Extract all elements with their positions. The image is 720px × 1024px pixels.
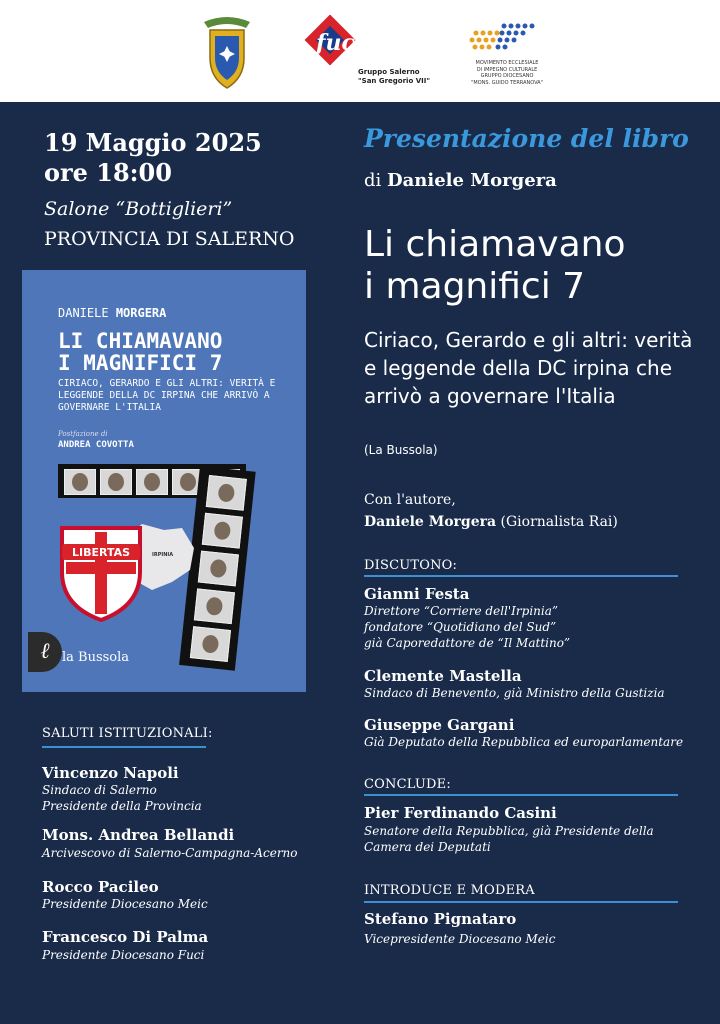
- role-line: Senatore della Repubblica, già Presidente della: [364, 824, 654, 838]
- portrait-photo: [198, 551, 239, 587]
- saluti-person-role: [42, 782, 202, 814]
- presentation-heading: Presentazione del libro: [364, 124, 689, 153]
- provincia-salerno-seal-icon: [196, 12, 258, 92]
- with-author: [364, 514, 618, 530]
- event-date: 19 Maggio 2025: [44, 128, 262, 157]
- dc-shield-icon: [58, 522, 144, 622]
- conclude-divider: [364, 794, 678, 796]
- with-author-label: Con l'autore,: [364, 492, 456, 508]
- logo-bar: [0, 0, 720, 102]
- discussant-role: Già Deputato della Repubblica ed europarlamentare: [364, 735, 684, 749]
- discussant-name: Clemente Mastella: [364, 667, 522, 685]
- fuci-caption-line1: Gruppo Salerno: [358, 68, 420, 76]
- cover-publisher: la Bussola: [62, 650, 130, 665]
- with-author-role: (Giornalista Rai): [500, 514, 618, 530]
- saluti-person-name: Rocco Pacileo: [42, 878, 159, 896]
- event-time: ore 18:00: [44, 158, 172, 187]
- by-prefix: di: [364, 170, 382, 191]
- portrait-photo: [136, 469, 168, 495]
- meic-caption-line3: GRUPPO DIOCESANO: [480, 73, 534, 79]
- cover-title-line2: I MAGNIFICI 7: [58, 351, 223, 375]
- book-subtitle: Ciriaco, Gerardo e gli altri: verità e leggende della DC irpina che arrivò a governare l'Italia: [364, 328, 693, 408]
- saluti-person-role: Arcivescovo di Salerno-Campagna-Acerno: [42, 846, 298, 860]
- event-venue: Salone “Bottiglieri”: [44, 198, 233, 220]
- svg-text:fuci: fuci: [316, 30, 360, 56]
- role-line: fondatore “Quotidiano del Sud”: [364, 620, 557, 634]
- discussant-role: [364, 603, 570, 651]
- role-line: Presidente della Provincia: [42, 799, 202, 813]
- meic-caption-line1: MOVIMENTO ECCLESIALE: [475, 60, 539, 66]
- cover-subtitle: CIRIACO, GERARDO E GLI ALTRI: VERITÀ E LEGGENDE DELLA DC IRPINA CHE ARRIVÒ A GOVERNARE L'ITALIA: [58, 378, 276, 413]
- cover-author: [58, 306, 166, 320]
- feather-icon: ℓ: [28, 632, 62, 672]
- book-cover: [22, 270, 306, 692]
- book-title-line1: Li chiamavano: [364, 224, 626, 265]
- portrait-photo: [206, 475, 247, 511]
- discussant-name: Giuseppe Gargani: [364, 716, 515, 734]
- conclude-heading: CONCLUDE:: [364, 777, 451, 792]
- book-title-line2: i magnifici 7: [364, 266, 586, 307]
- modera-divider: [364, 901, 678, 903]
- portrait-photo: [100, 469, 132, 495]
- saluti-person-name: Mons. Andrea Bellandi: [42, 826, 235, 844]
- role-line: Direttore “Corriere dell'Irpinia”: [364, 604, 559, 618]
- portrait-photo: [202, 513, 243, 549]
- discussant-role: Sindaco di Benevento, già Ministro della Gustizia: [364, 686, 665, 700]
- meic-logo-icon: [462, 16, 552, 56]
- discutono-heading: DISCUTONO:: [364, 558, 458, 573]
- cover-preface-label: Postfazione di: [58, 430, 108, 438]
- role-line: Camera dei Deputati: [364, 840, 491, 854]
- role-line: già Caporedattore de “Il Mattino”: [364, 636, 571, 650]
- fuci-logo: [300, 14, 430, 94]
- by-author: Daniele Morgera: [387, 170, 557, 191]
- event-datetime: [44, 128, 262, 188]
- modera-role: Vicepresidente Diocesano Meic: [364, 932, 556, 946]
- cover-title: [58, 330, 222, 374]
- meic-caption-line4: "MONS. GUIDO TERRANOVA": [471, 79, 543, 86]
- fuci-caption-line2: "San Gregorio VII": [358, 77, 430, 85]
- fuci-logo-icon: [300, 14, 360, 74]
- cover-author-first: DANIELE: [58, 306, 109, 320]
- with-author-name: Daniele Morgera: [364, 514, 497, 530]
- conclude-name: Pier Ferdinando Casini: [364, 804, 557, 822]
- modera-heading: INTRODUCE E MODERA: [364, 883, 535, 898]
- saluti-person-role: Presidente Diocesano Meic: [42, 897, 208, 911]
- portrait-photo: [190, 626, 231, 662]
- discutono-divider: [364, 575, 678, 577]
- modera-name: Stefano Pignataro: [364, 910, 517, 928]
- cover-map-label: IRPINIA: [152, 552, 174, 558]
- portrait-photo: [64, 469, 96, 495]
- fuci-caption: [358, 68, 430, 86]
- book-publisher: (La Bussola): [364, 443, 438, 457]
- meic-caption-line2: DI IMPEGNO CULTURALE: [476, 66, 538, 73]
- role-line: Sindaco di Salerno: [42, 783, 157, 797]
- meic-logo: [462, 16, 552, 94]
- cover-author-last: MORGERA: [115, 306, 167, 320]
- saluti-person-name: Vincenzo Napoli: [42, 764, 179, 782]
- saluti-heading: SALUTI ISTITUZIONALI:: [42, 726, 213, 741]
- presentation-by: [364, 170, 557, 191]
- discussant-name: Gianni Festa: [364, 585, 470, 603]
- conclude-role: [364, 823, 654, 855]
- book-title: [364, 224, 626, 308]
- saluti-person-role: Presidente Diocesano Fuci: [42, 948, 205, 962]
- meic-caption: [462, 60, 552, 86]
- saluti-person-name: Francesco Di Palma: [42, 928, 209, 946]
- saluti-divider: [42, 746, 206, 748]
- shield-text: LIBERTAS: [71, 546, 131, 559]
- event-place: PROVINCIA DI SALERNO: [44, 228, 295, 250]
- cover-preface-author: ANDREA COVOTTA: [58, 440, 134, 450]
- cover-title-line1: LI CHIAMAVANO: [58, 329, 223, 353]
